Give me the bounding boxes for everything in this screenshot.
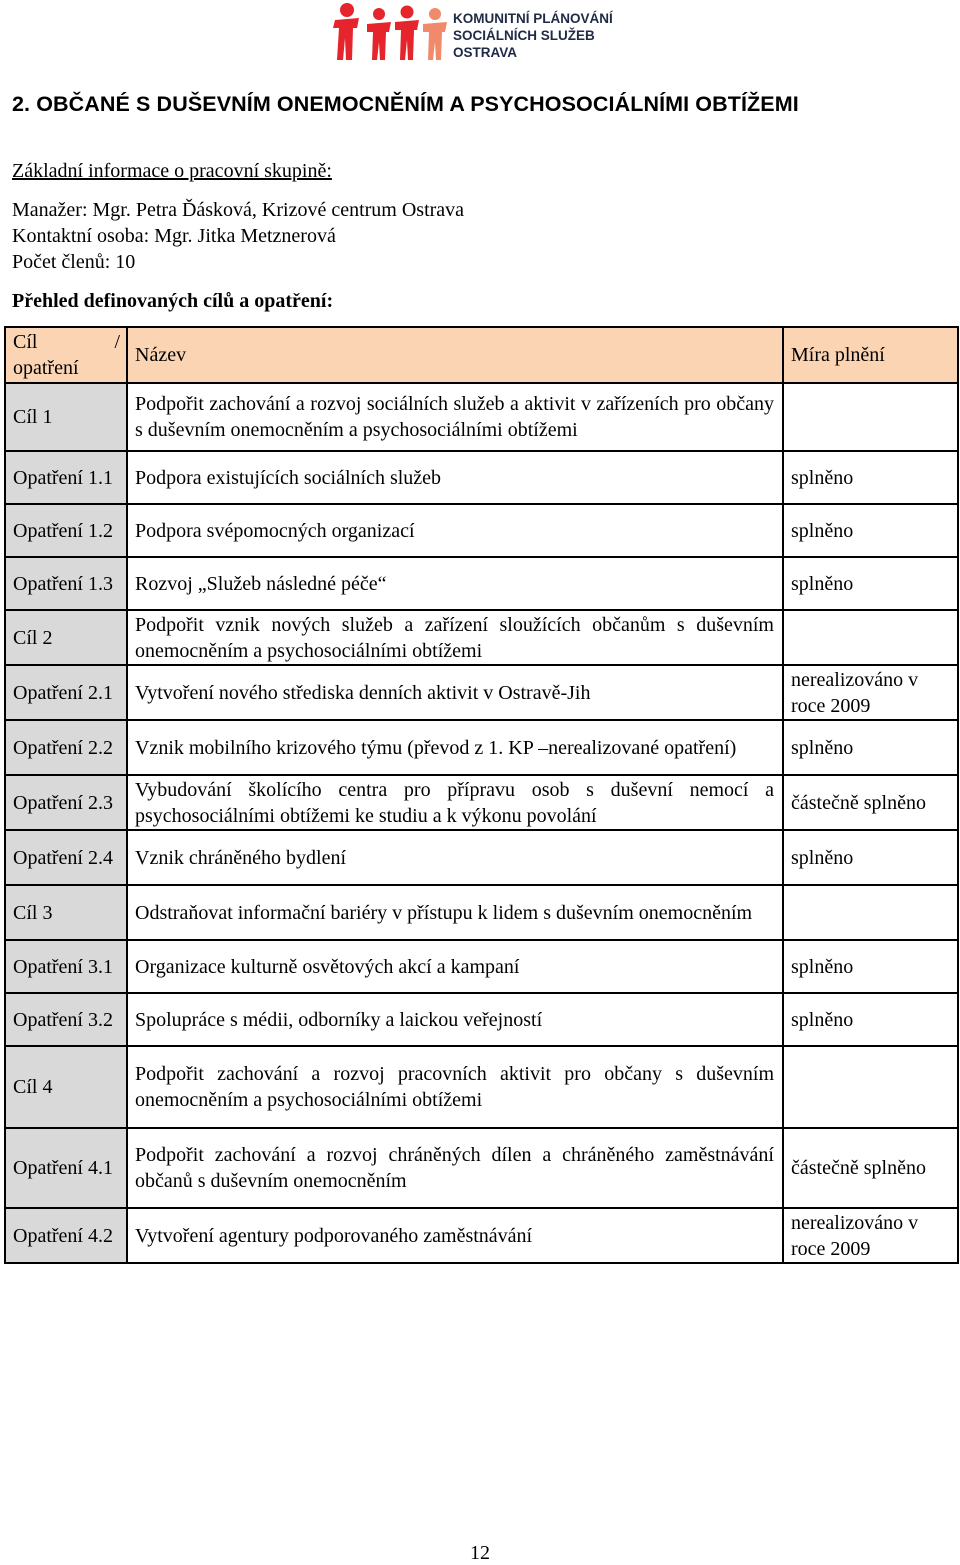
row-status [783,1046,958,1128]
row-name: Podpořit zachování a rozvoj pracovních aktivit pro občany s duševním onemocněním a psychosociálními obtížemi [127,1046,783,1128]
row-status [783,885,958,940]
goal-id: Cíl 2 [5,610,127,665]
logo [333,2,633,64]
row-status: nerealizováno v roce 2009 [783,665,958,720]
info-title: Základní informace o pracovní skupině: [12,160,332,182]
header-status: Míra plnění [783,327,958,383]
row-status: částečně splněno [783,775,958,830]
table-row [5,885,958,940]
row-name: Odstraňovat informační bariéry v přístupu k lidem s duševním onemocněním [127,885,783,940]
goal-id: Cíl 3 [5,885,127,940]
measure-id: Opatření 1.1 [5,451,127,504]
row-status: nerealizováno v roce 2009 [783,1208,958,1263]
people-logo-icon [333,2,451,64]
page-number: 12 [470,1542,490,1564]
row-status: splněno [783,940,958,993]
row-status [783,610,958,665]
row-name: Vybudování školícího centra pro přípravu osob s duševní nemocí a psychosociálními obtížemi ke studiu a k výkonu povolání [127,775,783,830]
table-row [5,1208,958,1263]
table-row [5,451,958,504]
table-row [5,1128,958,1208]
row-name: Vznik mobilního krizového týmu (převod z 1. KP –nerealizované opatření) [127,720,783,775]
measure-id: Opatření 2.1 [5,665,127,720]
row-status: splněno [783,720,958,775]
table-row [5,383,958,451]
logo-text: KOMUNITNÍ PLÁNOVÁNÍ SOCIÁLNÍCH SLUŽEB OSTRAVA [453,11,613,60]
row-name: Vznik chráněného bydlení [127,830,783,885]
row-status: splněno [783,993,958,1046]
row-name: Vytvoření nového střediska denních aktivit v Ostravě-Jih [127,665,783,720]
table-row [5,775,958,830]
table-row [5,940,958,993]
measure-id: Opatření 4.1 [5,1128,127,1208]
row-name: Vytvoření agentury podporovaného zaměstnávání [127,1208,783,1263]
measure-id: Opatření 4.2 [5,1208,127,1263]
row-name: Spolupráce s médii, odborníky a laickou veřejností [127,993,783,1046]
measure-id: Opatření 3.2 [5,993,127,1046]
row-name: Podpora existujících sociálních služeb [127,451,783,504]
row-name: Rozvoj „Služeb následné péče“ [127,557,783,610]
table-row [5,1046,958,1128]
row-name: Podpořit zachování a rozvoj sociálních služeb a aktivit v zařízeních pro občany s duševním onemocněním a psychosociálními obtížemi [127,383,783,451]
measure-id: Opatření 1.2 [5,504,127,557]
table-header [5,327,958,383]
members-line: Počet členů: 10 [12,251,136,273]
section-heading: 2. OBČANÉ S DUŠEVNÍM ONEMOCNĚNÍM A PSYCHOSOCIÁLNÍMI OBTÍŽEMI [12,92,799,116]
table-row [5,504,958,557]
measure-id: Opatření 3.1 [5,940,127,993]
goals-table [4,326,959,1264]
row-status: částečně splněno [783,1128,958,1208]
table-row [5,720,958,775]
header-goal: Cíl / opatření [5,327,127,383]
goal-id: Cíl 4 [5,1046,127,1128]
overview-title: Přehled definovaných cílů a opatření: [12,290,334,312]
row-name: Podpořit vznik nových služeb a zařízení sloužících občanům s duševním onemocněním a psychosociálními obtížemi [127,610,783,665]
table-row [5,557,958,610]
measure-id: Opatření 2.4 [5,830,127,885]
row-status: splněno [783,830,958,885]
contact-line: Kontaktní osoba: Mgr. Jitka Metznerová [12,225,336,247]
header-name: Název [127,327,783,383]
manager-line: Manažer: Mgr. Petra Ďásková, Krizové centrum Ostrava [12,199,465,221]
goal-id: Cíl 1 [5,383,127,451]
table-row [5,610,958,665]
row-name: Podpořit zachování a rozvoj chráněných dílen a chráněného zaměstnávání občanů s duševním onemocněním [127,1128,783,1208]
table-row [5,993,958,1046]
measure-id: Opatření 2.3 [5,775,127,830]
measure-id: Opatření 2.2 [5,720,127,775]
table-row [5,665,958,720]
table-row [5,830,958,885]
row-name: Organizace kulturně osvětových akcí a kampaní [127,940,783,993]
row-status: splněno [783,504,958,557]
measure-id: Opatření 1.3 [5,557,127,610]
row-status: splněno [783,451,958,504]
row-status: splněno [783,557,958,610]
row-name: Podpora svépomocných organizací [127,504,783,557]
row-status [783,383,958,451]
